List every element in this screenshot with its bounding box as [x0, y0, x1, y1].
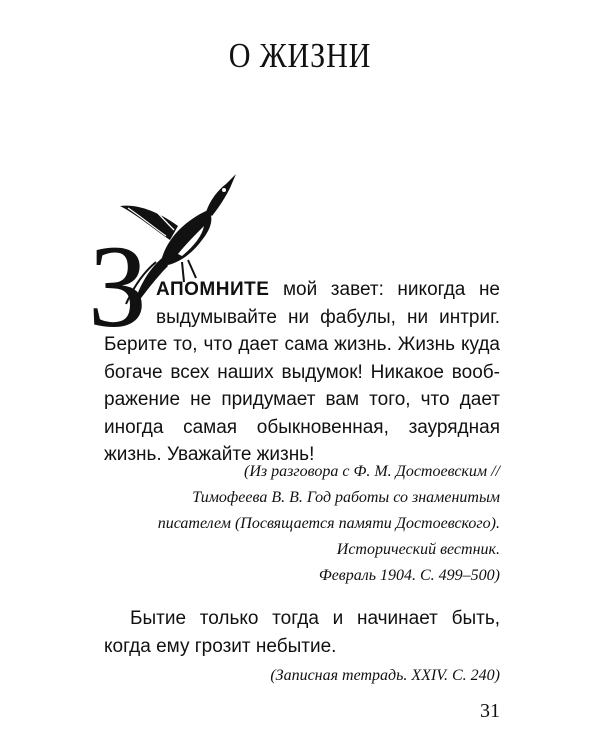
text-segment: мой завет: никогда не [269, 279, 500, 300]
text-line: когда ему грозит небытие. [104, 635, 337, 657]
paragraph-quote [104, 276, 500, 469]
page-number: 31 [480, 700, 500, 722]
text-line [104, 276, 500, 304]
citation-line: (Записная тетрадь. XXIV. С. 240) [270, 667, 500, 684]
citation-line: (Из разговора с Ф. М. Достоевским // [244, 463, 500, 480]
citation-line: Исторический вестник. [336, 541, 500, 558]
text-line: богаче всех наших выдумок! Никакое вооб- [104, 361, 500, 383]
text-line: выдумывайте ни фабулы, ни интриг. [156, 306, 500, 328]
citation-line: писателем (Посвящается памяти Достоевского). [157, 515, 500, 532]
text-line: Берите то, что дает сама жизнь. Жизнь куда [104, 334, 500, 355]
drop-cap: З [88, 221, 148, 352]
text-line: жизнь. Уважайте жизнь! [104, 444, 315, 465]
page-title: О ЖИЗНИ [228, 36, 372, 75]
citation-line: Тимофеева В. В. Год работы со знаменитым [192, 489, 500, 506]
paragraph-quote-2 [104, 605, 500, 660]
citation-2 [270, 663, 500, 689]
text-line: Бытие только тогда и начинает быть, [130, 608, 500, 629]
lead-word: АПОМНИТЕ [156, 279, 270, 300]
text-line: ражение не придумает вам того, что дает [104, 389, 500, 410]
citation-line: Февраль 1904. С. 499–500) [318, 567, 500, 584]
text-line: иногда самая обыкновенная, заурядная [104, 416, 500, 438]
citation [158, 459, 500, 589]
